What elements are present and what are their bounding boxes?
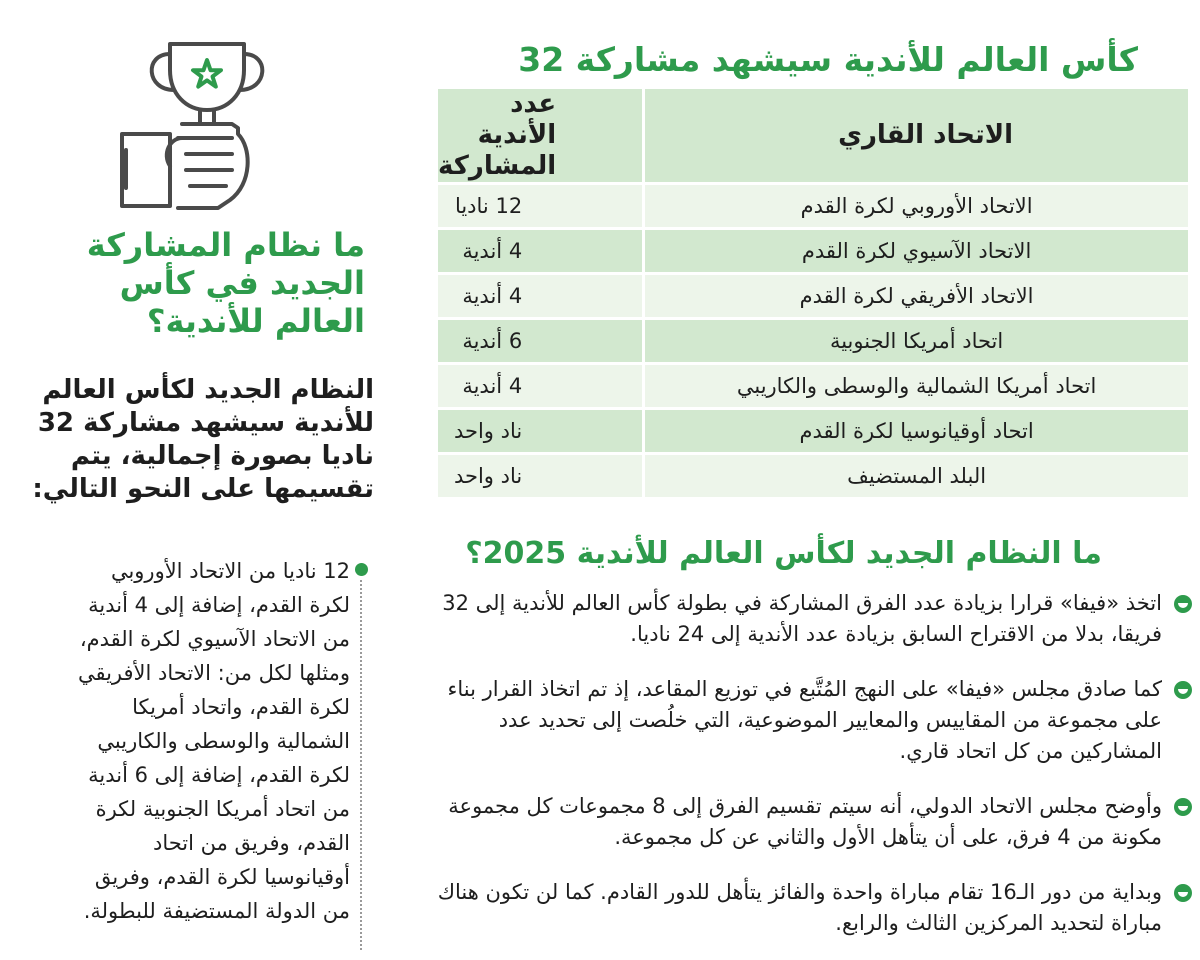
confederation-cell: الاتحاد الآسيوي لكرة القدم — [644, 229, 1188, 274]
confederation-cell: الاتحاد الأفريقي لكرة القدم — [644, 274, 1188, 319]
main-title: كأس العالم للأندية سيشهد مشاركة 32 — [518, 40, 1138, 79]
confederation-cell: اتحاد أوقيانوسيا لكرة القدم — [644, 409, 1188, 454]
trophy-in-hand-icon — [100, 38, 280, 218]
green-circle-bullet-icon — [1174, 884, 1192, 902]
side-question: ما نظام المشاركة الجديد في كأس العالم للأندية؟ — [86, 226, 365, 340]
side-body-text: 12 ناديا من الاتحاد الأوروبي لكرة القدم، إضافة إلى 4 أندية من الاتحاد الآسيوي لكرة القدم، ومثلها لكل من: الاتحاد الأفريقي لكرة القدم، واتحاد أمريكا الشمالية والوسطى والكاريبي لكرة القدم، إضافة إلى 6 أندية من اتحاد أمريكا الجنوبية لكرة القدم، وفريق من اتحاد أوقيانوسيا لكرة القدم، وفريق من الدولة المستضيفة للبطولة. — [77, 559, 350, 923]
side-intro: النظام الجديد لكأس العالم للأندية سيشهد مشاركة 32 ناديا بصورة إجمالية، يتم تقسيمها على النحو التالي: — [32, 375, 374, 504]
table-row — [438, 274, 1188, 319]
participation-table — [438, 89, 1188, 500]
point-text: وبداية من دور الـ16 تقام مباراة واحدة والفائز يتأهل للدور القادم. كما لن تكون هناك مباراة لتحديد المركزين الثالث والرابع. — [437, 880, 1162, 935]
list-item — [430, 674, 1192, 767]
count-cell: 12 ناديا — [438, 184, 644, 229]
table-row — [438, 184, 1188, 229]
count-cell: ناد واحد — [438, 409, 644, 454]
count-cell: 4 أندية — [438, 364, 644, 409]
green-dot-icon — [355, 563, 368, 576]
dotted-divider — [360, 580, 362, 950]
header-confederation: الاتحاد القاري — [644, 89, 1188, 184]
count-cell: 4 أندية — [438, 274, 644, 319]
point-text: كما صادق مجلس «فيفا» على النهج المُتَّبع في توزيع المقاعد، إذ تم اتخاذ القرار بناء على مجموعة من المقاييس والمعايير الموضوعية، التي خلُصت إلى تحديد عدد المشاركين من كل اتحاد قاري. — [447, 677, 1162, 763]
count-cell: 4 أندية — [438, 229, 644, 274]
confederation-cell: الاتحاد الأوروبي لكرة القدم — [644, 184, 1188, 229]
table-row — [438, 229, 1188, 274]
count-cell: ناد واحد — [438, 454, 644, 499]
point-text: اتخذ «فيفا» قرارا بزيادة عدد الفرق المشاركة في بطولة كأس العالم للأندية إلى 32 فريقا، بدلا من الاقتراح السابق بزيادة عدد الأندية إلى 24 ناديا. — [442, 591, 1162, 646]
list-item — [430, 791, 1192, 853]
green-circle-bullet-icon — [1174, 681, 1192, 699]
table-row — [438, 319, 1188, 364]
system-points-list — [430, 588, 1192, 939]
confederation-cell: اتحاد أمريكا الجنوبية — [644, 319, 1188, 364]
table-row — [438, 364, 1188, 409]
count-cell: 6 أندية — [438, 319, 644, 364]
table-header-row — [438, 89, 1188, 184]
table-row — [438, 454, 1188, 499]
header-club-count: عدد الأندية المشاركة — [438, 89, 644, 184]
confederation-cell: اتحاد أمريكا الشمالية والوسطى والكاريبي — [644, 364, 1188, 409]
green-circle-bullet-icon — [1174, 798, 1192, 816]
point-text: وأوضح مجلس الاتحاد الدولي، أنه سيتم تقسيم الفرق إلى 8 مجموعات كل مجموعة مكونة من 4 فرق، على أن يتأهل الأول والثاني عن كل مجموعة. — [448, 794, 1162, 849]
confederation-cell: البلد المستضيف — [644, 454, 1188, 499]
table-row — [438, 409, 1188, 454]
green-circle-bullet-icon — [1174, 595, 1192, 613]
system-title: ما النظام الجديد لكأس العالم للأندية 2025؟ — [465, 536, 1102, 571]
list-item — [430, 877, 1192, 939]
list-item — [430, 588, 1192, 650]
